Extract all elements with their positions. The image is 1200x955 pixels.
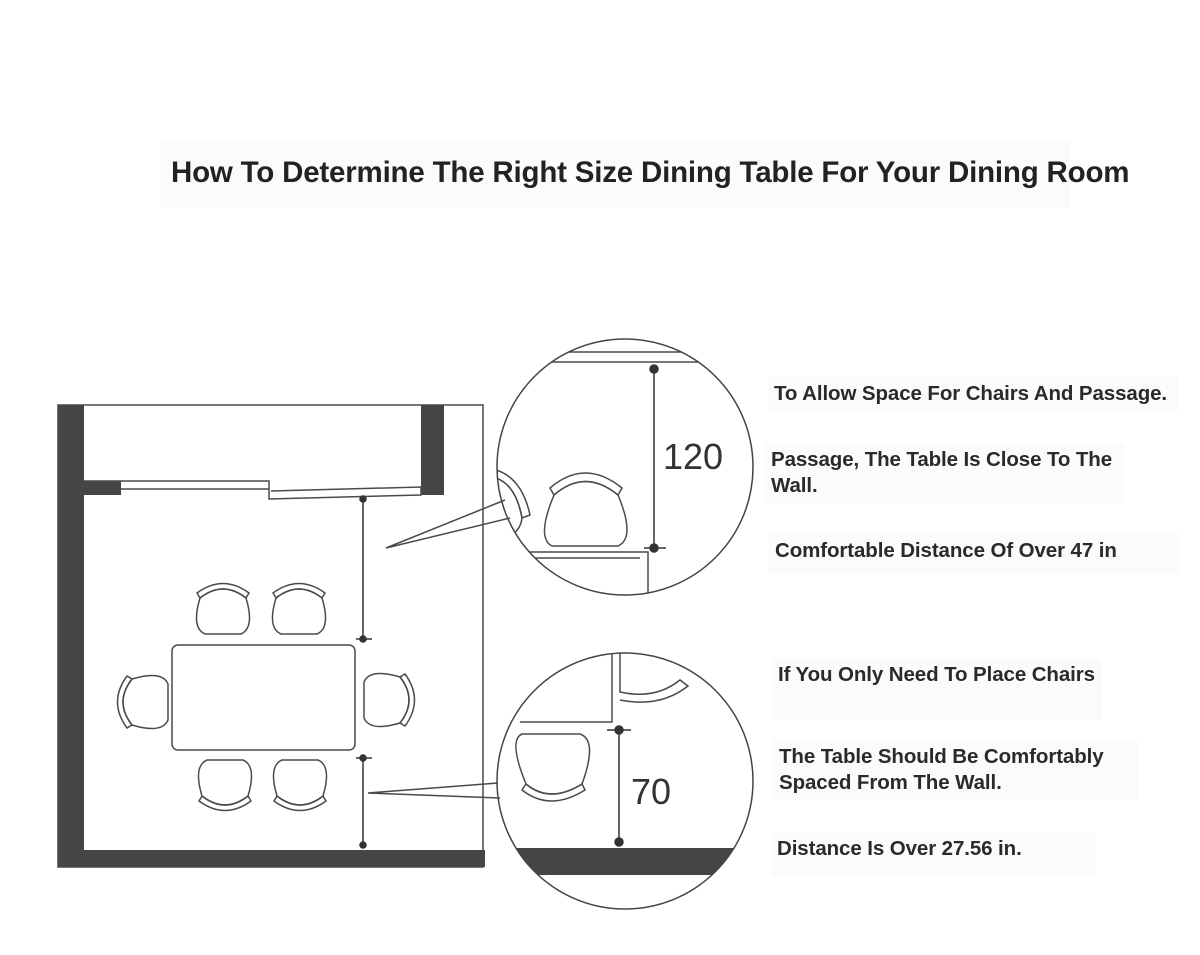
callout-pointer-top [386,500,510,548]
left-wall [58,405,84,867]
chair [364,673,415,726]
dimension-line-bottom [356,755,372,848]
chair [198,760,251,811]
room-outline [58,405,483,867]
chair [273,760,326,811]
top-left-wall-stub [84,481,121,495]
chair [272,584,325,635]
caption-top-1: To Allow Space For Chairs And Passage. [768,377,1178,413]
dimension-label-bottom: 70 [630,771,672,812]
caption-top-3: Comfortable Distance Of Over 47 in [769,534,1179,574]
page-title: How To Determine The Right Size Dining Table For Your Dining Room [171,156,1130,189]
counter-line [84,481,421,499]
caption-bottom-2: The Table Should Be Comfortably Spaced From The Wall. [773,740,1138,800]
detail-chair [550,473,622,495]
caption-top-2: Passage, The Table Is Close To The Wall. [765,443,1125,503]
detail-dimension-bottom [607,726,631,846]
dimension-line-top [356,496,372,642]
dimension-label-top: 120 [662,436,724,477]
top-right-wall-pier [421,405,444,495]
caption-bottom-1: If You Only Need To Place Chairs [772,658,1102,720]
chair [118,675,169,728]
dining-table [172,645,355,750]
detail-circle-top [496,339,753,600]
floor-plan [58,405,510,867]
detail-chair [522,784,585,801]
bottom-wall [58,850,485,867]
chair [196,584,249,635]
caption-bottom-3: Distance Is Over 27.56 in. [771,832,1096,876]
detail-circle-bottom [497,650,753,909]
callout-pointer-bottom [368,783,500,798]
